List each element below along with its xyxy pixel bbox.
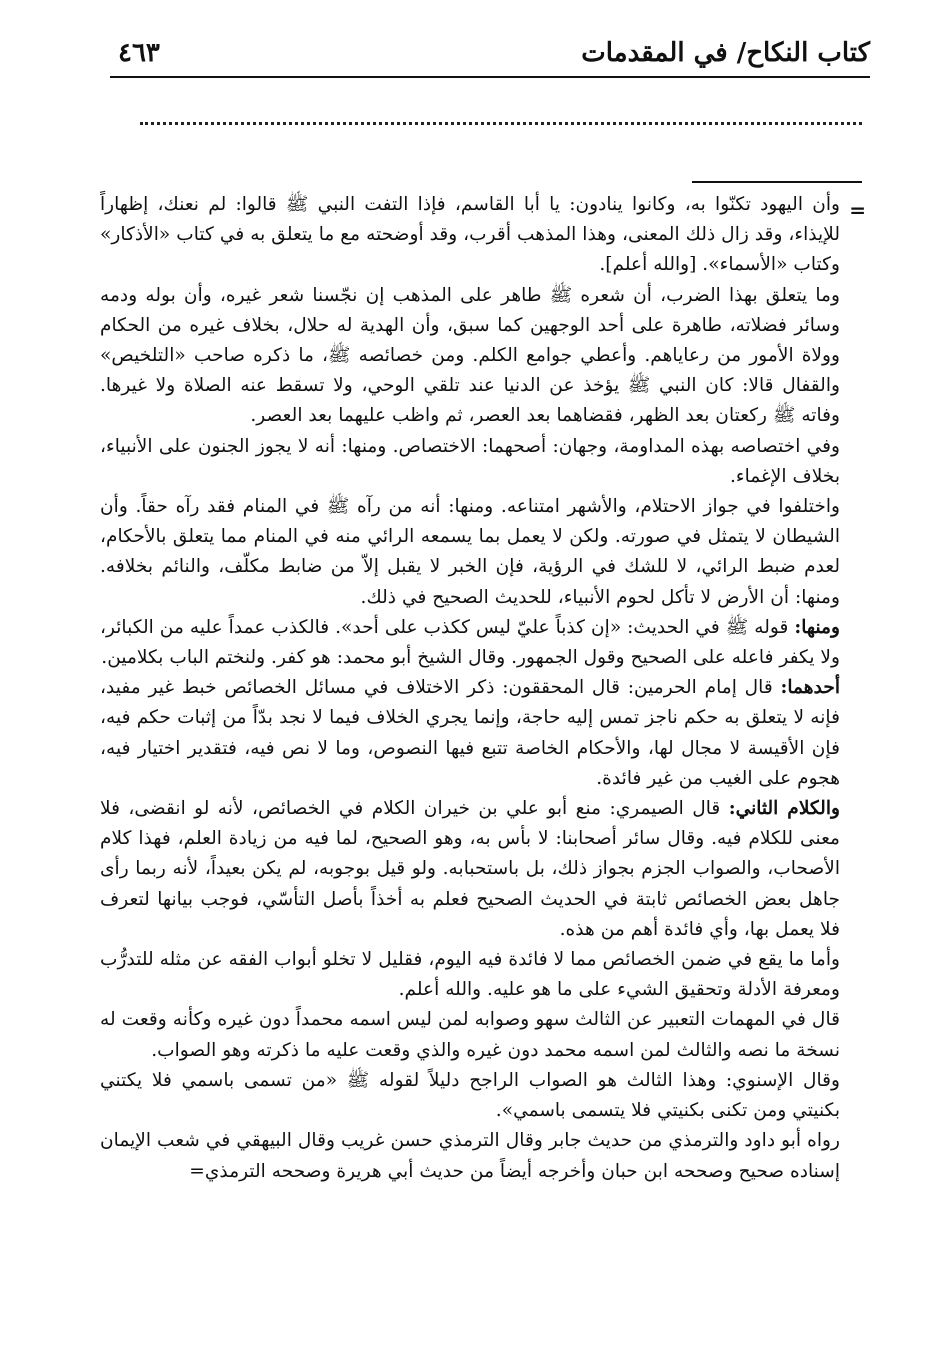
- paragraph-label: أحدهما:: [780, 677, 840, 699]
- book-title: كتاب النكاح/ في المقدمات: [581, 38, 870, 68]
- paragraph-text: قال الصيمري: منع أبو علي بن خيران الكلام في الخصائص، لأنه لو انقضى، فلا معنى للكلام فيه. وقال سائر أصحابنا: لا بأس به، وهو الصحيح، لما فيه من زيادة العلم، فهذا كلام الأصحاب، والصواب الجزم بجواز ذلك، بل باستحبابه. ولو قيل بوجوبه، لم يكن بعيداً، لأنه ربما رأى جاهل بعض الخصائص ثابتة في الحديث الصحيح فعلم به أخذاً بأصل التأسّي، فوجب بيانها لتعرف فلا يعمل بها، وأي فائدة أهم من هذه.: [100, 798, 840, 940]
- paragraph-text: وقال الإسنوي: وهذا الثالث هو الصواب الراجح دليلاً لقوله ﷺ «من تسمى باسمي فلا يكتني بكنيتي ومن تكنى بكنيتي فلا يتسمى باسمي».: [100, 1069, 840, 1122]
- paragraph-label: والكلام الثاني:: [728, 798, 840, 820]
- continuation-mark: =: [849, 198, 866, 222]
- paragraph: [100, 1126, 840, 1186]
- paragraph-text: قال إمام الحرمين: قال المحققون: ذكر الاختلاف في مسائل الخصائص خبط غير مفيد، فإنه لا يتعلق به حكم ناجز تمس إليه حاجة، وإنما يجري الخلاف فيما لا نجد بدّاً من إثبات حكم فيه، فإن الأقيسة لا مجال لها، والأحكام الخاصة تتبع فيها النصوص، وما لا نص فيه، فتقدير اختيار فيه، هجوم على الغيب من غير فائدة.: [100, 677, 840, 789]
- paragraph: [100, 1066, 840, 1126]
- paragraph-text: وما يتعلق بهذا الضرب، أن شعره ﷺ طاهر على المذهب إن نجّسنا شعر غيره، وأن بوله ودمه وسائر فضلاته، طاهرة على أحد الوجهين كما سبق، وأن الهدية له حلال، بخلاف غيره من الحكام وولاة الأمور من رعاياهم. وأعطي جوامع الكلم. ومن خصائصه ﷺ، ما ذكره صاحب «التلخيص» والقفال قالا: كان النبي ﷺ يؤخذ عن الدنيا عند تلقي الوحي، ولا تسقط عنه الصلاة ولا غيرها. وفاته ﷺ ركعتان بعد الظهر، فقضاهما بعد العصر، ثم واظب عليهما بعد العصر.: [100, 284, 840, 427]
- paragraph: [100, 492, 840, 613]
- paragraph: [100, 432, 840, 492]
- paragraph: [100, 945, 840, 1005]
- running-header: [110, 32, 870, 78]
- paragraph: [100, 673, 840, 794]
- paragraph-text: وأما ما يقع في ضمن الخصائص مما لا فائدة فيه اليوم، فقليل لا تخلو أبواب الفقه عن مثله للتدرُّب ومعرفة الأدلة وتحقيق الشيء على ما هو عليه. والله أعلم.: [100, 949, 840, 1001]
- paragraph-text: قال في المهمات التعبير عن الثالث سهو وصوابه لمن ليس اسمه محمداً دون غيره وكأنه وقعت له نسخة ما نصه والثالث لمن اسمه محمد دون غيره والذي وقعت عليه ما ذكرته وهو الصواب.: [100, 1009, 840, 1061]
- paragraph-text: رواه أبو داود والترمذي من حديث جابر وقال الترمذي حسن غريب وقال البيهقي في شعب الإيمان إسناده صحيح وصححه ابن حبان وأخرجه أيضاً من حديث أبي هريرة وصححه الترمذي=: [100, 1130, 840, 1182]
- paragraph-text: وفي اختصاصه بهذه المداومة، وجهان: أصحهما: الاختصاص. ومنها: أنه لا يجوز الجنون على الأنبياء، بخلاف الإغماء.: [100, 435, 840, 487]
- paragraph: [100, 281, 840, 432]
- paragraph: [100, 1005, 840, 1065]
- footnote-text: [100, 190, 840, 1187]
- paragraph: [100, 190, 840, 281]
- paragraph: [100, 794, 840, 945]
- paragraph-text: قوله ﷺ في الحديث: «إن كذباً عليّ ليس ككذب على أحد». فالكذب عمداً عليه من الكبائر، ولا يكفر فاعله على الصحيح وقول الجمهور. وقال الشيخ أبو محمد: هو كفر. ولنختم الباب بكلامين.: [100, 616, 840, 669]
- paragraph-label: ومنها:: [794, 616, 840, 638]
- paragraph-text: واختلفوا في جواز الاحتلام، والأشهر امتناعه. ومنها: أنه من رآه ﷺ في المنام فقد رآه حقاً. وأن الشيطان لا يتمثل في صورته. ولكن لا يعمل بما يسمعه الرائي منه في المنام مما يتعلق بالأحكام، لعدم ضبط الرائي، لا للشك في الرؤية، فإن الخبر لا يقبل إلاّ من ضابط مكلّف، والنائم بخلافه. ومنها: أن الأرض لا تأكل لحوم الأنبياء، للحديث الصحيح في ذلك.: [100, 496, 840, 608]
- dotted-separator: [140, 122, 862, 131]
- paragraph: [100, 613, 840, 673]
- footnote-rule: [692, 181, 862, 183]
- paragraph-text: وأن اليهود تكنّوا به، وكانوا ينادون: يا أبا القاسم، فإذا التفت النبي ﷺ قالوا: لم نعنك، إظهاراً للإيذاء، وقد زال ذلك المعنى، وهذا المذهب أقرب، وقد أوضحته مع ما يتعلق به في كتاب «الأذكار» وكتاب «الأسماء». [والله أعلم].: [100, 194, 840, 276]
- page-number: ٤٦٣: [118, 38, 160, 68]
